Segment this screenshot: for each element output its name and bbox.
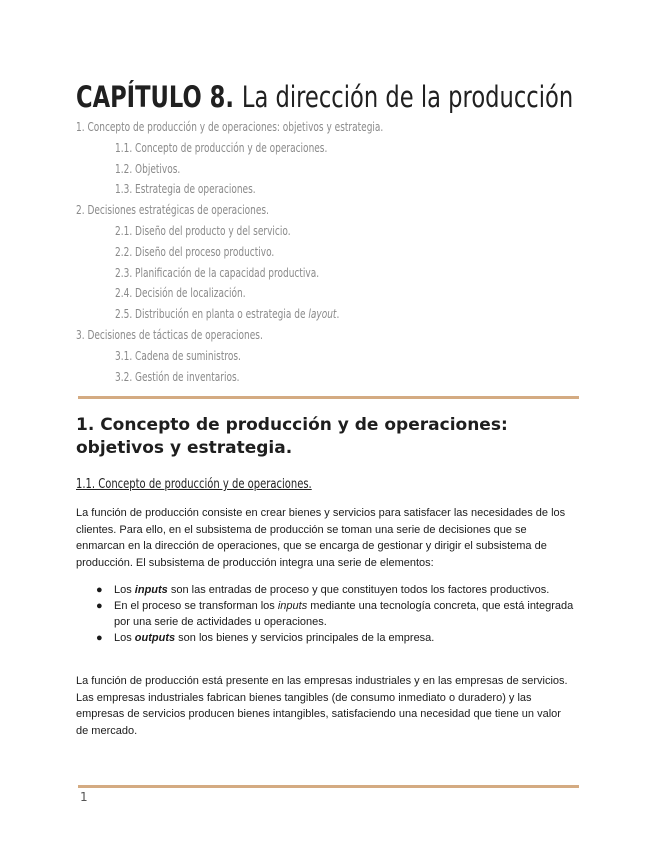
toc-subitem-label: 2.4. Decisión de localización. — [115, 285, 246, 301]
bullet-list — [76, 582, 576, 646]
toc-subitem[interactable] — [115, 138, 461, 159]
bullet-text: Los — [114, 632, 135, 644]
toc-subitem[interactable] — [115, 242, 461, 263]
body-paragraph: La función de producción está presente en las empresas industriales y en las empresas de servicios. Las empresas industriales fabrican bienes tangibles (de consumo inmediato o duradero) y las empresas de servicios producen bienes intangibles, satisfaciendo una necesidad que tiene un valor de mercado. — [76, 675, 568, 737]
toc-subitem[interactable] — [115, 304, 461, 325]
chapter-number: CAPÍTULO 8. — [76, 80, 234, 114]
toc-subitem[interactable] — [115, 179, 461, 200]
toc-subitem-label: 2.1. Diseño del producto y del servicio. — [115, 222, 291, 238]
toc-subitem[interactable] — [115, 263, 461, 284]
bullet-text: mediante una tecnología concreta, que está integrada por una serie de actividades u operaciones. — [114, 600, 574, 628]
chapter-title — [76, 78, 573, 116]
toc-subitem-label: 1.2. Objetivos. — [115, 160, 181, 176]
bullet-italic: inputs — [277, 600, 308, 612]
page-number: 1 — [80, 790, 88, 804]
toc-subitem-label: 1.3. Estrategia de operaciones. — [115, 181, 256, 197]
toc-subitem-label: 2.5. Distribución en planta o estrategia de — [115, 306, 309, 322]
bullet-icon: ● — [96, 584, 103, 596]
toc-item[interactable] — [76, 325, 450, 346]
toc-item-label: 2. Decisiones estratégicas de operaciones. — [76, 202, 269, 218]
footer-divider — [78, 785, 579, 788]
toc-subitem-suffix: . — [336, 306, 340, 322]
bullet-text: En el proceso se transforman los — [114, 600, 278, 612]
toc-subitem[interactable] — [115, 283, 461, 304]
chapter-name: La dirección de la producción — [241, 80, 574, 114]
bullet-text: son los bienes y servicios principales de la empresa. — [175, 632, 435, 644]
toc-subitem[interactable] — [115, 367, 461, 388]
section-divider — [78, 396, 579, 399]
toc-subitem-label: 1.1. Concepto de producción y de operaciones. — [115, 139, 328, 155]
toc-item[interactable] — [76, 200, 450, 221]
toc-subitem[interactable] — [115, 159, 461, 180]
toc-item[interactable] — [76, 117, 450, 138]
toc-subitem[interactable] — [115, 346, 461, 367]
body-paragraph: La función de producción consiste en crear bienes y servicios para satisfacer las necesidades de los clientes. Para ello, en el subsistema de producción se toman una serie de decisiones que se enmarcan en la dirección de operaciones, que se encarga de gestionar y dirigir el subsistema de producción. El subsistema de producción integra una serie de elementos: — [76, 507, 566, 569]
bullet-emphasis: outputs — [134, 632, 176, 644]
toc-subitem-label: 2.2. Diseño del proceso productivo. — [115, 243, 275, 259]
toc-subitem-italic: layout — [308, 306, 337, 322]
toc-item-label: 1. Concepto de producción y de operaciones: objetivos y estrategia. — [76, 119, 384, 134]
subsection-heading: 1.1. Concepto de producción y de operaciones. — [76, 476, 312, 492]
bullet-icon: ● — [96, 632, 103, 644]
table-of-contents — [76, 117, 596, 387]
bullet-text: son las entradas de proceso y que constituyen todos los factores productivos. — [167, 584, 550, 596]
toc-item-label: 3. Decisiones de tácticas de operaciones. — [76, 326, 263, 342]
section-heading: 1. Concepto de producción y de operaciones: objetivos y estrategia. — [76, 415, 508, 458]
toc-subitem-label: 3.1. Cadena de suministros. — [115, 347, 241, 363]
list-item — [76, 598, 576, 630]
list-item — [76, 630, 576, 646]
bullet-text: Los — [114, 584, 135, 596]
list-item — [76, 582, 576, 598]
toc-subitem-label: 2.3. Planificación de la capacidad productiva. — [115, 264, 320, 280]
toc-subitem[interactable] — [115, 221, 461, 242]
toc-subitem-label: 3.2. Gestión de inventarios. — [115, 368, 240, 384]
bullet-icon: ● — [96, 600, 103, 612]
bullet-emphasis: inputs — [134, 584, 168, 596]
